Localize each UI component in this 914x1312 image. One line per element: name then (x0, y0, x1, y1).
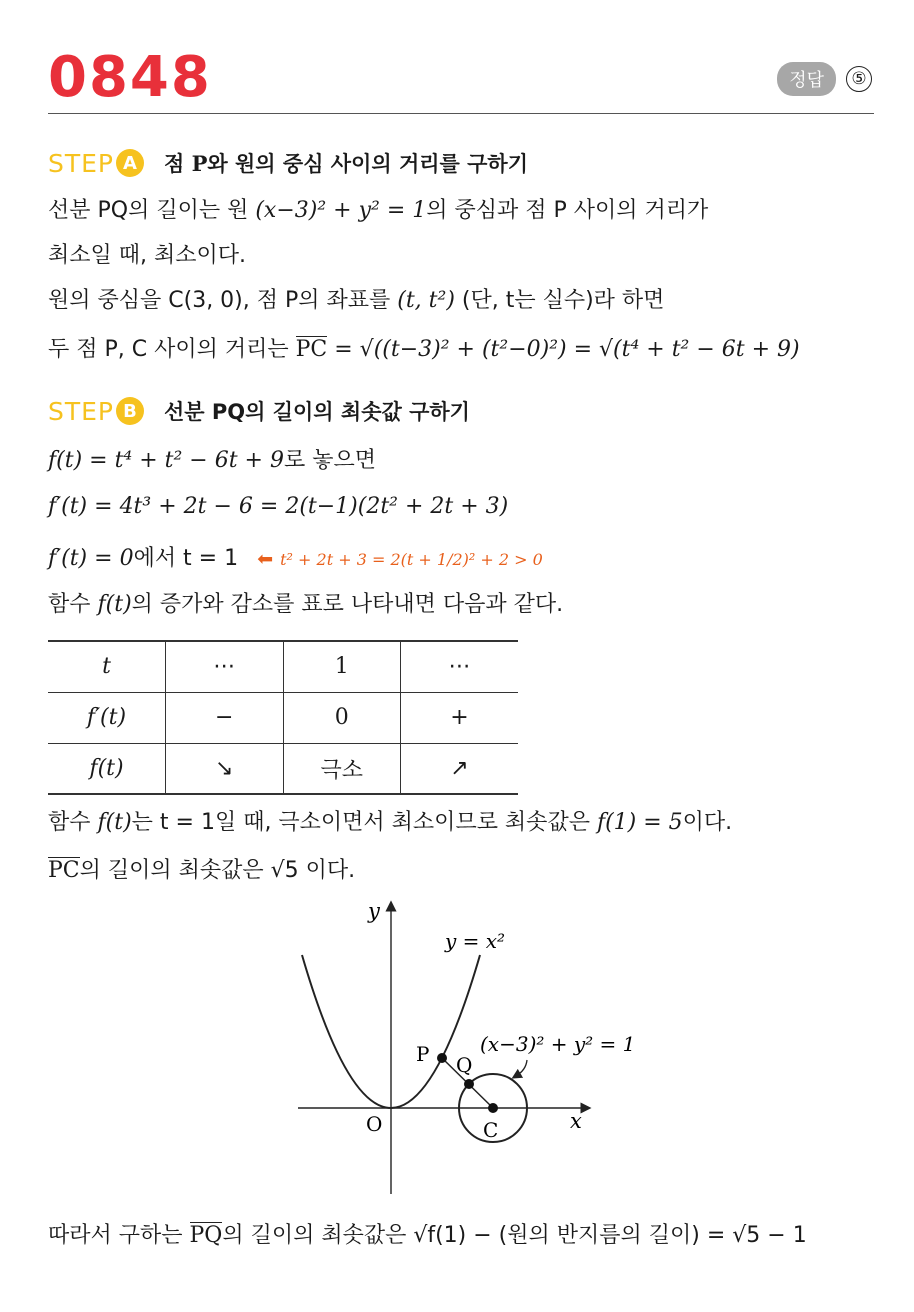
problem-number: 0848 (48, 45, 212, 110)
table-cell: − (166, 692, 284, 743)
step-b-title: 선분 PQ의 길이의 최솟값 구하기 (164, 400, 470, 424)
step-b-line-1: f(t) = t⁴ + t² − 6t + 9로 놓으면 (48, 448, 376, 473)
answer-value: ⑤ (846, 66, 872, 92)
segment-pc: PC (295, 337, 328, 362)
step-a-letter: A (116, 149, 144, 177)
step-b-heading (48, 396, 470, 426)
parabola-circle-graph (290, 898, 636, 1198)
table-row (48, 692, 518, 743)
y-axis-label: y (368, 899, 380, 923)
table-cell: f(t) (48, 743, 166, 794)
table-row (48, 743, 518, 794)
table-cell: f′(t) (48, 692, 166, 743)
step-a-word: STEP (48, 148, 115, 178)
left-arrow-icon: ⬅ (245, 548, 274, 570)
circle-label-arrow (516, 1060, 527, 1076)
header-divider (48, 113, 874, 114)
segment-pc: PC (48, 858, 80, 883)
table-cell: ⋯ (401, 641, 519, 692)
step-a-line-4: 두 점 P, C 사이의 거리는 PC = √((t−3)² + (t²−0)²) = √(t⁴ + t² − 6t + 9) (48, 337, 800, 362)
parabola-label: y = x² (445, 929, 506, 953)
side-note: t² + 2t + 3 = 2(t + 1/2)² + 2 > 0 (280, 550, 543, 569)
result-line-1: 함수 f(t)는 t = 1일 때, 극소이면서 최소이므로 최솟값은 f(1) = 5이다. (48, 810, 733, 835)
table-cell: t (48, 641, 166, 692)
point-q-label: Q (456, 1053, 473, 1077)
table-cell: ⋯ (166, 641, 284, 692)
increase-decrease-table (48, 640, 518, 795)
step-b-line-3: f′(t) = 0에서 t = 1 ⬅ t² + 2t + 3 = 2(t + 1/2)² + 2 > 0 (48, 546, 543, 571)
point-c-label: C (483, 1118, 499, 1142)
step-a-line-1: 선분 PQ의 길이는 원 (x−3)² + y² = 1의 중심과 점 P 사이의 거리가 (48, 198, 709, 223)
decrease-arrow-icon: ↘ (166, 743, 284, 794)
table-cell: + (401, 692, 519, 743)
step-b-letter: B (116, 397, 144, 425)
answer-badge: 정답 (777, 62, 836, 96)
origin-label: O (366, 1112, 383, 1136)
step-a-line-2: 최소일 때, 최소이다. (48, 243, 246, 268)
increase-arrow-icon: ↗ (401, 743, 519, 794)
table-cell: 극소 (283, 743, 401, 794)
segment-pq: PQ (189, 1223, 223, 1248)
step-b-line-2: f′(t) = 4t³ + 2t − 6 = 2(t−1)(2t² + 2t + 3) (48, 494, 509, 519)
point-p (437, 1053, 447, 1063)
step-b-line-4: 함수 f(t)의 증가와 감소를 표로 나타내면 다음과 같다. (48, 592, 564, 617)
answer-box (777, 62, 872, 96)
x-axis-label: x (570, 1109, 582, 1133)
table-row (48, 641, 518, 692)
point-c (488, 1103, 498, 1113)
table-cell: 1 (283, 641, 401, 692)
step-a-line-3: 원의 중심을 C(3, 0), 점 P의 좌표를 (t, t²) (단, t는 실수)라 하면 (48, 288, 665, 313)
step-a-heading (48, 148, 528, 178)
point-p-label: P (416, 1042, 430, 1066)
conclusion-line: 따라서 구하는 PQ의 길이의 최솟값은 √f(1) − (원의 반지름의 길이) = √5 − 1 (48, 1223, 807, 1248)
result-line-2: PC의 길이의 최솟값은 √5 이다. (48, 858, 356, 883)
point-q (464, 1079, 474, 1089)
table-cell: 0 (283, 692, 401, 743)
step-b-word: STEP (48, 396, 115, 426)
circle-label: (x−3)² + y² = 1 (480, 1032, 636, 1056)
step-a-title: 점 P와 원의 중심 사이의 거리를 구하기 (164, 151, 528, 176)
